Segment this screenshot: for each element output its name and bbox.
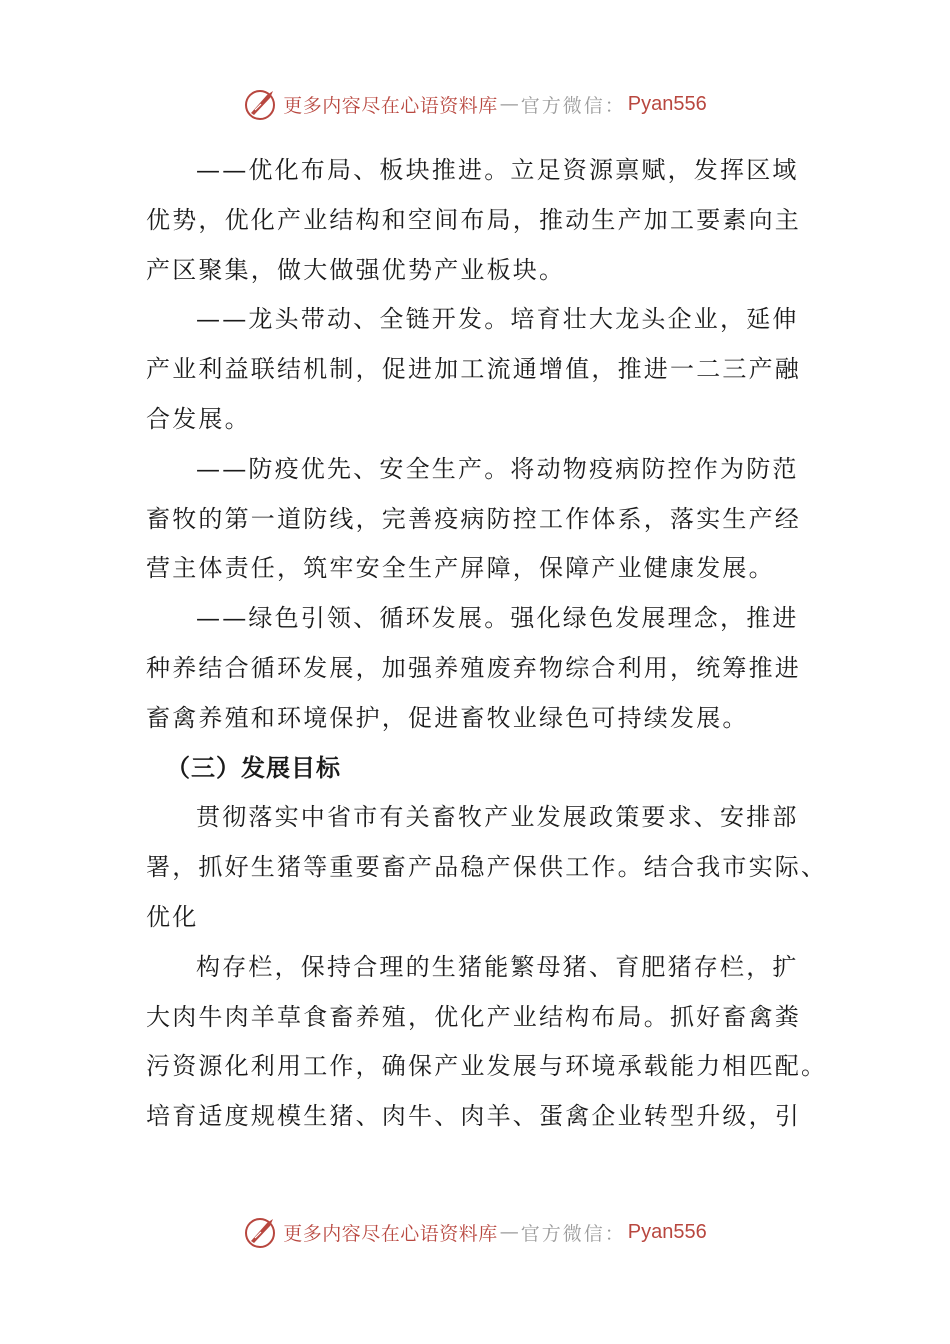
paragraph-line: 营主体责任，筑牢安全生产屏障，保障产业健康发展。	[146, 554, 775, 583]
paragraph-line: 培育适度规模生猪、肉牛、肉羊、蛋禽企业转型升级，引	[146, 1102, 801, 1131]
paragraph-line: 构存栏，保持合理的生猪能繁母猪、育肥猪存栏，扩	[196, 952, 799, 981]
document-body	[146, 146, 828, 1142]
paragraph-line: 署，抓好生猪等重要畜产品稳产保供工作。结合我市实际、	[146, 853, 828, 882]
paragraph-line: ——龙头带动、全链开发。培育壮大龙头企业，延伸	[196, 305, 799, 334]
watermark-wechat-id: Pyan556	[627, 92, 707, 115]
paragraph-line: 合发展。	[146, 404, 251, 433]
paragraph-line: 种养结合循环发展，加强养殖废弃物综合利用，统筹推进	[146, 653, 801, 682]
watermark-title: 更多内容尽在心语资料库	[283, 1222, 498, 1245]
footer-watermark	[0, 1212, 950, 1252]
paragraph-line: ——防疫优先、安全生产。将动物疫病防控作为防范	[196, 454, 799, 483]
section-heading: （三）发展目标	[166, 753, 341, 782]
quill-pen-logo-icon	[243, 86, 279, 122]
watermark-dash: —	[499, 1221, 519, 1243]
paragraph-line: 产业利益联结机制，促进加工流通增值，推进一二三产融	[146, 355, 801, 384]
paragraph-line: 畜禽养殖和环境保护，促进畜牧业绿色可持续发展。	[146, 703, 749, 732]
watermark-wechat-label: 官方微信：	[520, 1222, 626, 1245]
watermark-title: 更多内容尽在心语资料库	[283, 94, 498, 117]
paragraph-line: ——绿色引领、循环发展。强化绿色发展理念，推进	[196, 604, 799, 633]
paragraph-line: 大肉牛肉羊草食畜养殖，优化产业结构布局。抓好畜禽粪	[146, 1002, 801, 1031]
paragraph-line: ——优化布局、板块推进。立足资源禀赋，发挥区域	[196, 156, 799, 184]
watermark-dash: —	[499, 93, 519, 115]
watermark-wechat-id: Pyan556	[627, 1220, 707, 1243]
paragraph-line: 畜牧的第一道防线，完善疫病防控工作体系，落实生产经	[146, 504, 801, 533]
paragraph-line: 优势，优化产业结构和空间布局，推动生产加工要素向主	[146, 205, 801, 234]
watermark-wechat-label: 官方微信：	[520, 94, 626, 117]
paragraph-line: 优化	[146, 902, 199, 931]
header-watermark	[0, 84, 950, 124]
quill-pen-logo-icon	[243, 1214, 279, 1250]
paragraph-line: 贯彻落实中省市有关畜牧产业发展政策要求、安排部	[196, 803, 799, 832]
paragraph-line: 污资源化利用工作，确保产业发展与环境承载能力相匹配。	[146, 1052, 828, 1081]
paragraph-line: 产区聚集，做大做强优势产业板块。	[146, 255, 566, 284]
